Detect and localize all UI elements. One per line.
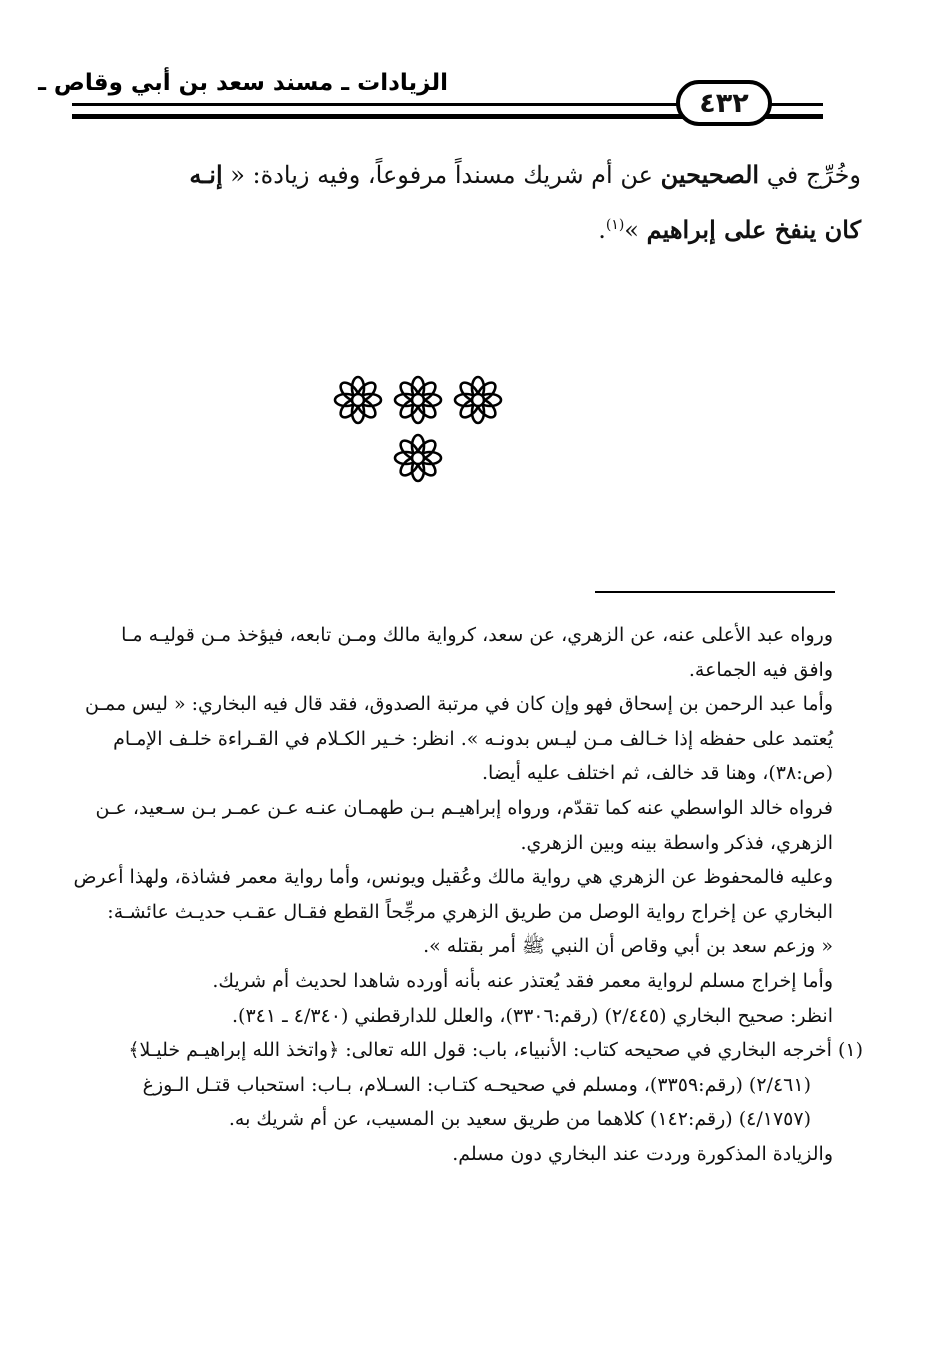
footnote-line: (٢/٤٦١) (رقم:٣٣٥٩)، ومسلم في صحيحـه كتـاب: السـلام، بـاب: استحباب قتـل الـوزغ (142, 1073, 811, 1096)
main-text-segment: » (624, 216, 647, 244)
note-line: ورواه عبد الأعلى عنه، عن الزهري، عن سعد، كرواية مالك ومـن تابعه، فيؤخذ مـن قوليـه مـا (121, 624, 833, 646)
floral-ornament-row (0, 430, 943, 486)
main-text-line-1 (81, 150, 861, 200)
main-text-bold: إنـه (189, 160, 223, 189)
note-line: وعليه فالمحفوظ عن الزهري هي رواية مالك وعُقيل ويونس، وأما رواية معمر فشاذة، ولهذا أعرض (73, 866, 833, 889)
footnote-line: (١) أخرجه البخاري في صحيحه كتاب: الأنبياء، باب: قول الله تعالى: ﴿واتخذ الله إبراهيـم خليـلا﴾ (128, 1039, 863, 1062)
main-text-segment: وخُرِّج في (759, 161, 861, 189)
main-text-bold: كان ينفخ على إبراهيم (646, 215, 861, 244)
note-line: وافق فيه الجماعة. (688, 658, 833, 681)
main-text-bold: الصحيحين (660, 160, 760, 189)
floral-ornament-icon (455, 377, 501, 423)
main-text (81, 150, 861, 255)
note-line: وأما عبد الرحمن بن إسحاق فهو وإن كان في مرتبة الصدوق، فقد قال فيه البخاري: « ليس ممـن (84, 693, 833, 716)
note-line: (ص:٣٨)، وهنا قد خالف، ثم اختلف عليه أيضا. (481, 762, 833, 785)
note-line: الزهري، فذكر واسطة بينه وبين الزهري. (520, 831, 833, 854)
running-header-title: الزيادات ـ مسند سعد بن أبي وقاص ـ (38, 70, 448, 96)
floral-ornament-icon (395, 435, 441, 481)
note-line: انظر: صحيح البخاري (٢/٤٤٥) (رقم:٣٣٠٦)، والعلل للدارقطني (٤/٣٤٠ ـ ٣٤١). (232, 1004, 833, 1027)
main-text-segment: عن أم شريك مسنداً مرفوعاً، وفيه زيادة: « (222, 161, 661, 189)
main-text-line-2 (81, 200, 861, 255)
note-line: « وزعم سعد بن أبي وقاص أن النبي ﷺ أمر بقتله ». (423, 935, 833, 958)
footnote-line: والزيادة المذكورة وردت عند البخاري دون مسلم. (452, 1142, 833, 1165)
note-line: البخاري عن إخراج رواية الوصل من طريق الزهري مرجِّحاً القطع فقـال عقـب حديـث عائشـة: (107, 900, 833, 923)
note-line: وأما إخراج مسلم لرواية معمر فقد يُعتذر عنه بأنه أورده شاهدا لحديث أم شريك. (212, 969, 833, 992)
main-text-segment: . (598, 216, 606, 244)
floral-ornament-icon (335, 377, 381, 423)
page-number-badge (676, 80, 772, 126)
floral-ornament-row (0, 372, 943, 428)
footnote-ref: (١) (605, 217, 625, 233)
notes-block (73, 618, 863, 1172)
note-line: فرواه خالد الواسطي عنه كما تقدّم، ورواه إبراهيـم بـن طهمـان عنـه عـن عمـر بـن سـعيد، عـن (95, 796, 833, 819)
note-line: يُعتمد على حفظه إذا خـالف مـن ليـس بدونـه ». انظر: خـير الكـلام في القـراءة خلـف الإمـام (113, 727, 833, 750)
footnote-line: (٤/١٧٥٧) (رقم:١٤٢) كلاهما من طريق سعيد بن المسيب، عن أم شريك به. (228, 1108, 811, 1131)
page-number: ٤٣٢ (699, 87, 749, 119)
floral-ornament-icon (395, 377, 441, 423)
footnote-separator (595, 591, 835, 593)
